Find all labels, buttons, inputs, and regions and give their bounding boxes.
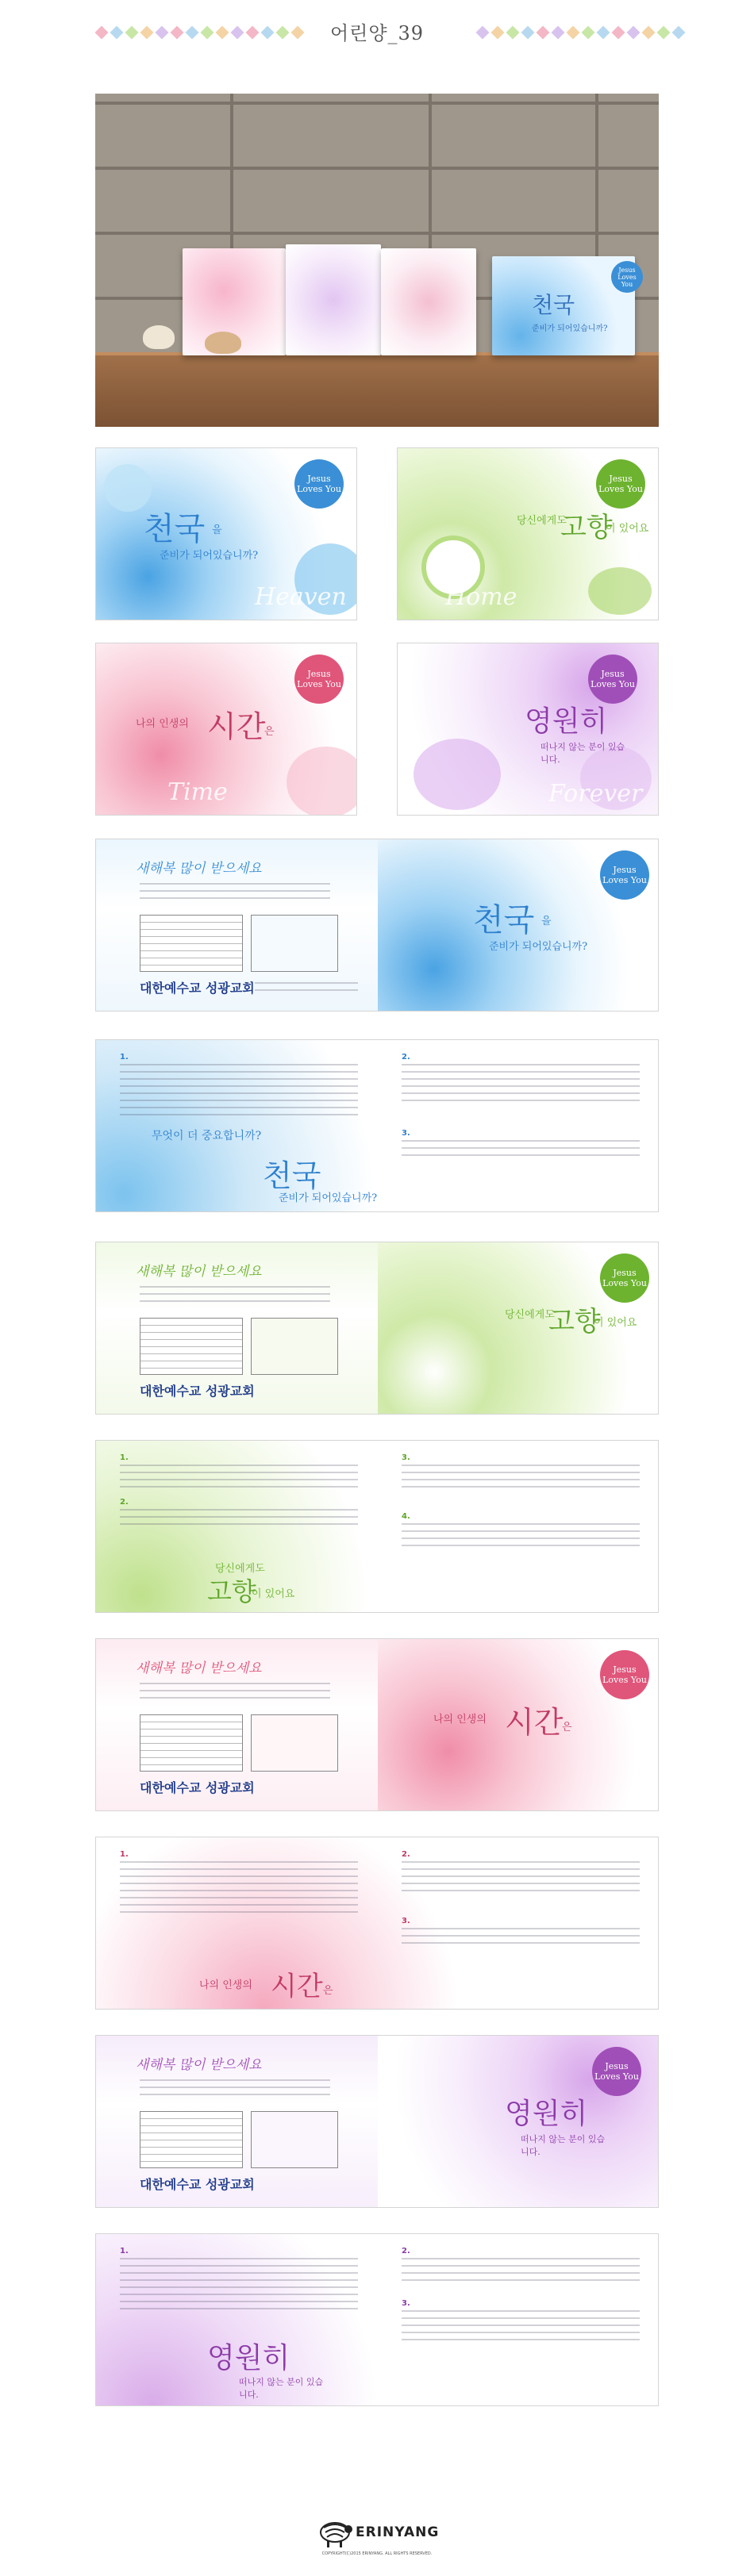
section-heading-1: 1. — [120, 1453, 129, 1462]
jesus-loves-you-badge: Jesus Loves You — [600, 1650, 649, 1699]
spread-time-inside — [95, 1837, 659, 2010]
inside-title: 영원히 — [207, 2342, 290, 2374]
section-heading-3: 3. — [402, 2299, 410, 2308]
jesus-loves-you-badge: Jesus Loves You — [596, 459, 645, 509]
cover-title: 천국 — [144, 511, 206, 547]
back-card-pink-2 — [381, 248, 476, 355]
cover-subtitle: 이 있어요 — [594, 1317, 637, 1329]
service-schedule-table — [140, 1714, 243, 1772]
cover-title: 천국 — [473, 902, 535, 939]
back-panel — [96, 1242, 378, 1415]
spread-home-inside — [95, 1440, 659, 1613]
jesus-loves-you-badge: Jesus Loves You — [600, 850, 649, 900]
cover-pretitle: 나의 인생의 — [136, 718, 189, 730]
brand-logo — [317, 2515, 440, 2563]
front-panel — [378, 1242, 659, 1415]
front-panel — [378, 839, 659, 1012]
inside-subtitle: 이 있어요 — [252, 1588, 295, 1600]
cover-subtitle: 은 — [264, 726, 275, 738]
section-heading-3: 3. — [402, 1917, 410, 1925]
section-heading-3: 3. — [402, 1453, 410, 1462]
front-card-heaven — [492, 256, 635, 355]
inside-pretitle: 당신에게도 — [215, 1563, 265, 1575]
church-map — [251, 915, 338, 972]
product-photo — [95, 94, 659, 427]
cover-subtitle: 떠나지 않는 분이 있습니다. — [521, 2134, 606, 2157]
section-heading-2: 2. — [402, 2247, 410, 2255]
brand-name: ERINYANG — [356, 2524, 440, 2540]
greeting-text: 새해복 많이 받으세요 — [136, 2057, 262, 2073]
right-diamond-border — [476, 27, 685, 38]
inside-subtitle: 떠나지 않는 분이 있습니다. — [239, 2377, 324, 2400]
spread-forever-outside — [95, 2035, 659, 2208]
section-heading-1: 1. — [120, 2247, 129, 2255]
cover-pretitle: 당신에게도 — [517, 515, 567, 527]
jesus-loves-you-badge: Jesus Loves You — [588, 655, 637, 704]
cover-forever — [397, 643, 659, 816]
section-heading-2: 2. — [402, 1053, 410, 1061]
jesus-loves-you-badge: Jesus Loves You — [592, 2047, 641, 2096]
cover-script: Heaven — [255, 583, 347, 611]
front-card-subtitle: 준비가 되어있습니까? — [532, 324, 608, 333]
greeting-text: 새해복 많이 받으세요 — [136, 1660, 262, 1676]
cover-subtitle: 떠나지 않는 분이 있습니다. — [540, 742, 625, 765]
inside-subtitle: 은 — [323, 1985, 333, 1997]
front-card-title: 천국 — [532, 292, 575, 318]
section-heading-2: 2. — [402, 1850, 410, 1859]
inside-title: 고향 — [207, 1576, 256, 1607]
cover-pretitle: 나의 인생의 — [433, 1714, 487, 1726]
lamb-logo-icon — [317, 2518, 352, 2550]
section-heading-4: 4. — [402, 1512, 410, 1521]
copyright: COPYRIGHT(C)2015 ERINYANG. ALL RIGHTS RESERVED. — [321, 2551, 433, 2556]
front-panel — [378, 1639, 659, 1811]
inside-subtitle: 준비가 되어있습니까? — [279, 1192, 378, 1204]
cover-time — [95, 643, 357, 816]
lamb-figurine-2 — [205, 332, 241, 354]
spread-time-outside — [95, 1638, 659, 1811]
church-name: 대한예수교 성광교회 — [140, 981, 255, 996]
section-heading-2: 2. — [120, 1498, 129, 1507]
question-text: 무엇이 더 중요합니까? — [152, 1130, 262, 1142]
spread-heaven-outside — [95, 839, 659, 1012]
cover-title-particle: 을 — [212, 524, 222, 536]
spread-heaven-inside — [95, 1039, 659, 1212]
cover-subtitle: 준비가 되어있습니까? — [160, 550, 259, 562]
page-title: 어린양_39 — [329, 22, 425, 44]
cover-title: 시간 — [207, 709, 266, 744]
cover-script: Forever — [548, 780, 643, 808]
church-map — [251, 1714, 338, 1772]
cover-home — [397, 447, 659, 620]
section-heading-3: 3. — [402, 1129, 410, 1138]
service-schedule-table — [140, 1318, 243, 1375]
jesus-loves-you-badge: Jesus Loves You — [294, 655, 344, 704]
jesus-loves-you-badge: Jesus Loves You — [294, 459, 344, 509]
back-panel — [96, 839, 378, 1012]
back-panel — [96, 1639, 378, 1811]
back-card-lilac — [286, 244, 381, 355]
cover-subtitle: 준비가 되어있습니까? — [489, 941, 588, 953]
spread-home-outside — [95, 1242, 659, 1415]
church-name: 대한예수교 성광교회 — [140, 1780, 255, 1795]
cover-title: 시간 — [505, 1705, 564, 1740]
cover-title: 고향 — [560, 512, 613, 543]
church-name: 대한예수교 성광교회 — [140, 2177, 255, 2192]
cover-subtitle: 이 있어요 — [606, 523, 649, 535]
cover-heaven — [95, 447, 357, 620]
back-panel — [96, 2036, 378, 2208]
inside-title: 천국 — [263, 1158, 321, 1193]
cover-script: Time — [167, 778, 228, 806]
greeting-text: 새해복 많이 받으세요 — [136, 1264, 262, 1280]
service-schedule-table — [140, 915, 243, 972]
inside-pretitle: 나의 인생의 — [199, 1979, 252, 1991]
section-heading-1: 1. — [120, 1053, 129, 1061]
service-schedule-table — [140, 2111, 243, 2168]
church-map — [251, 2111, 338, 2168]
front-card-badge: Jesus Loves You — [611, 261, 643, 293]
cover-title: 영원히 — [525, 705, 608, 738]
jesus-loves-you-badge: Jesus Loves You — [600, 1253, 649, 1303]
inside-title: 시간 — [271, 1971, 323, 2002]
cover-pretitle: 당신에게도 — [505, 1309, 555, 1321]
cover-subtitle: 은 — [562, 1722, 572, 1733]
cover-title: 고향 — [548, 1306, 601, 1338]
church-map — [251, 1318, 338, 1375]
greeting-text: 새해복 많이 받으세요 — [136, 861, 262, 877]
lamb-figurine — [143, 325, 175, 349]
spread-forever-inside — [95, 2233, 659, 2406]
cover-script: Home — [445, 583, 517, 611]
cover-title: 영원히 — [505, 2098, 588, 2130]
section-heading-1: 1. — [120, 1850, 129, 1859]
church-name: 대한예수교 성광교회 — [140, 1384, 255, 1399]
front-panel — [378, 2036, 659, 2208]
page-header — [0, 0, 754, 63]
cover-title-particle: 을 — [541, 916, 552, 927]
